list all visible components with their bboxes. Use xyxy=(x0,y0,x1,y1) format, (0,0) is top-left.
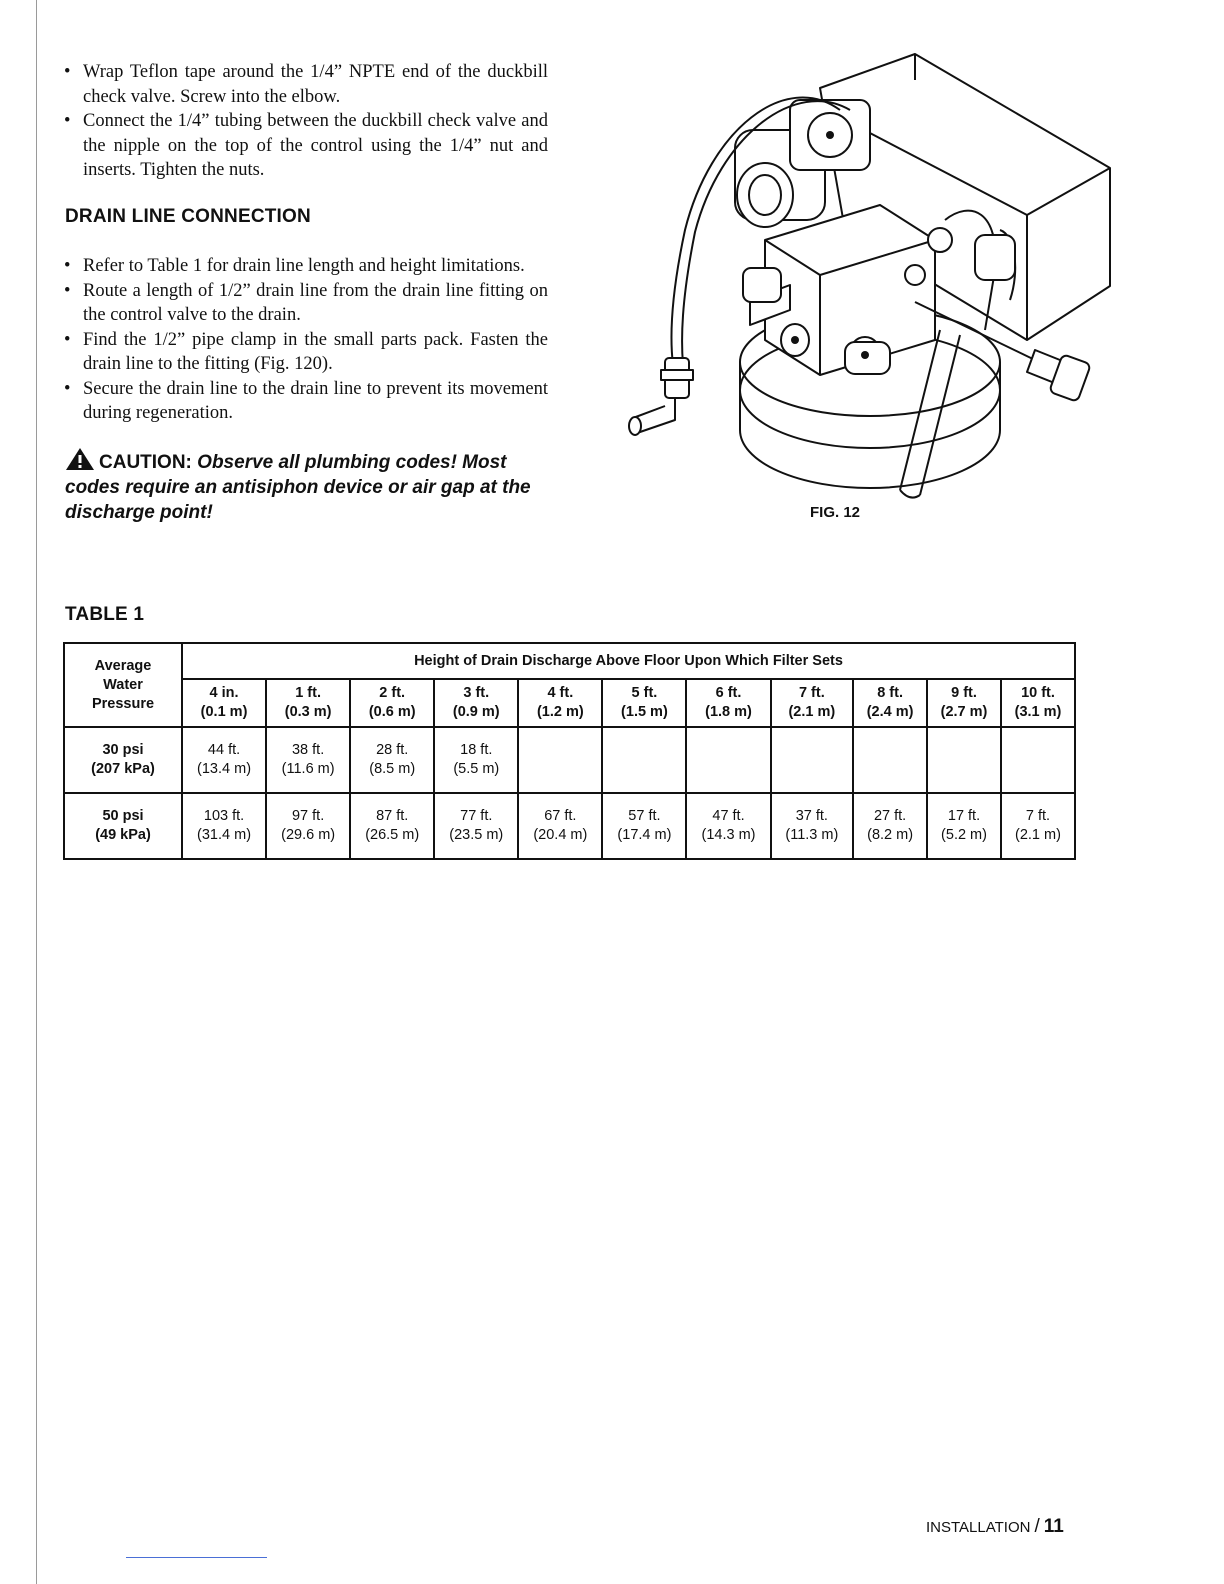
height-column-header: 1 ft. (0.3 m) xyxy=(266,679,350,727)
table-cell xyxy=(853,727,927,793)
table-cell: 44 ft. (13.4 m) xyxy=(182,727,266,793)
table-cell xyxy=(771,727,854,793)
table-cell xyxy=(1001,727,1075,793)
table-cell: 17 ft. (5.2 m) xyxy=(927,793,1001,859)
table-cell: 77 ft. (23.5 m) xyxy=(434,793,518,859)
table-cell: 47 ft. (14.3 m) xyxy=(686,793,770,859)
drain-height-table xyxy=(63,642,1076,860)
footer-section: INSTALLATION xyxy=(926,1519,1031,1536)
table-cell: 27 ft. (8.2 m) xyxy=(853,793,927,859)
list-item: • Refer to Table 1 for drain line length and height limitations. xyxy=(63,254,548,279)
footer-separator: / xyxy=(1034,1516,1040,1537)
table-cell: 28 ft. (8.5 m) xyxy=(350,727,434,793)
height-column-header: 4 in. (0.1 m) xyxy=(182,679,266,727)
drain-bullet-list xyxy=(63,254,548,426)
height-column-header: 10 ft. (3.1 m) xyxy=(1001,679,1075,727)
table-cell: 18 ft. (5.5 m) xyxy=(434,727,518,793)
table-cell: 87 ft. (26.5 m) xyxy=(350,793,434,859)
table-header-row xyxy=(64,643,1075,679)
caution-label: CAUTION: xyxy=(99,452,192,473)
height-column-header: 7 ft. (2.1 m) xyxy=(771,679,854,727)
table-cell: 37 ft. (11.3 m) xyxy=(771,793,854,859)
height-column-header: 5 ft. (1.5 m) xyxy=(602,679,686,727)
table-cell: 7 ft. (2.1 m) xyxy=(1001,793,1075,859)
table-cell: 97 ft. (29.6 m) xyxy=(266,793,350,859)
control-valve-illustration xyxy=(615,40,1115,510)
table-row xyxy=(64,727,1075,793)
table-cell: 67 ft. (20.4 m) xyxy=(518,793,602,859)
height-column-header: 4 ft. (1.2 m) xyxy=(518,679,602,727)
table-title: TABLE 1 xyxy=(65,604,145,625)
height-column-header: 9 ft. (2.7 m) xyxy=(927,679,1001,727)
list-item: • Route a length of 1/2” drain line from the drain line fitting on the control valve to the drain. xyxy=(63,279,548,328)
table-subheader-row xyxy=(64,679,1075,727)
table-cell: 38 ft. (11.6 m) xyxy=(266,727,350,793)
table-cell xyxy=(602,727,686,793)
pressure-label-cell: 50 psi (49 kPa) xyxy=(64,793,182,859)
caution-note xyxy=(65,447,550,525)
page-margin-rule xyxy=(36,0,37,1584)
height-span-header: Height of Drain Discharge Above Floor Upon Which Filter Sets xyxy=(182,643,1075,679)
pressure-column-header: Average Water Pressure xyxy=(64,643,182,727)
height-column-header: 6 ft. (1.8 m) xyxy=(686,679,770,727)
figure-caption: FIG. 12 xyxy=(810,504,861,521)
warning-triangle-icon xyxy=(65,447,95,471)
intro-bullet-list xyxy=(63,60,548,183)
page-number: 11 xyxy=(1043,1516,1064,1537)
page-footer xyxy=(926,1516,1064,1538)
table-row xyxy=(64,793,1075,859)
list-item: • Secure the drain line to the drain line to prevent its movement during regeneration. xyxy=(63,377,548,426)
table-cell xyxy=(518,727,602,793)
table-cell xyxy=(927,727,1001,793)
caution-text: Observe all plumbing codes! Most codes require an antisiphon device or air gap at the discharge point! xyxy=(65,452,531,523)
list-item: • Wrap Teflon tape around the 1/4” NPTE end of the duckbill check valve. Screw into the elbow. xyxy=(63,60,548,109)
list-item: • Connect the 1/4” tubing between the duckbill check valve and the nipple on the top of the control using the 1/4” nut and inserts. Tighten the nuts. xyxy=(63,109,548,183)
table-cell: 57 ft. (17.4 m) xyxy=(602,793,686,859)
table-cell: 103 ft. (31.4 m) xyxy=(182,793,266,859)
height-column-header: 8 ft. (2.4 m) xyxy=(853,679,927,727)
bottom-rule xyxy=(126,1557,267,1558)
list-item: • Find the 1/2” pipe clamp in the small parts pack. Fasten the drain line to the fitting (Fig. 120). xyxy=(63,328,548,377)
height-column-header: 2 ft. (0.6 m) xyxy=(350,679,434,727)
height-column-header: 3 ft. (0.9 m) xyxy=(434,679,518,727)
pressure-label-cell: 30 psi (207 kPa) xyxy=(64,727,182,793)
section-heading: DRAIN LINE CONNECTION xyxy=(65,206,311,227)
table-cell xyxy=(686,727,770,793)
